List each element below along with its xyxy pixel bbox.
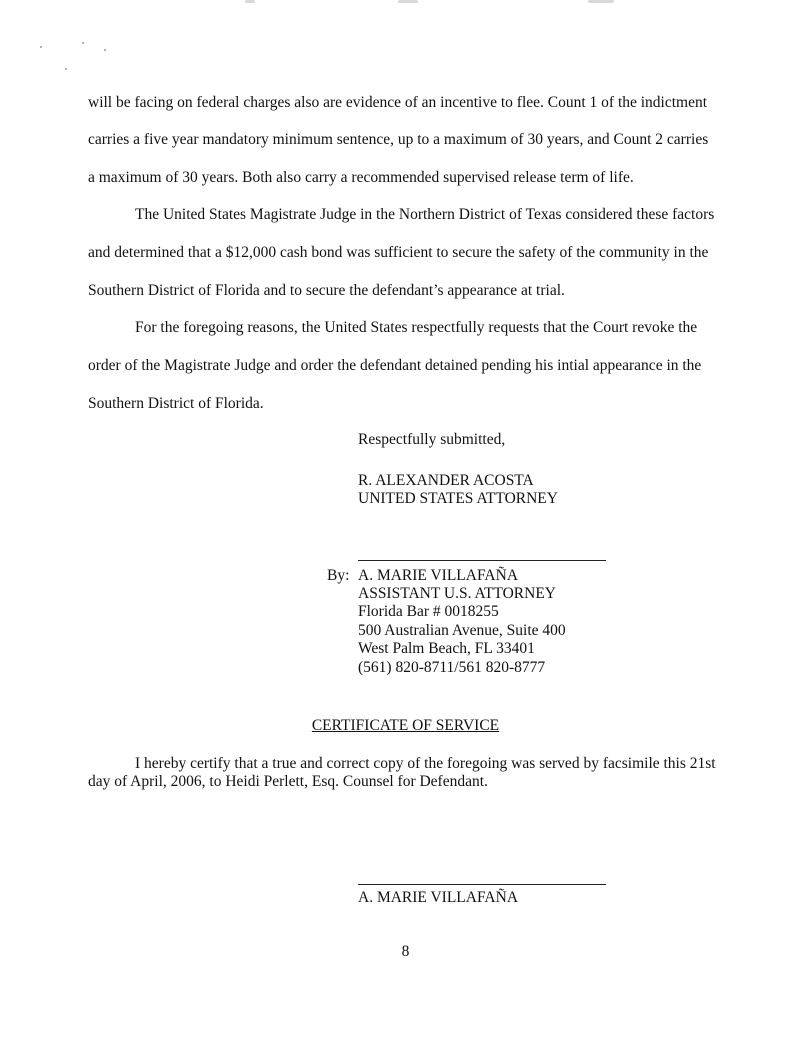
address-line: 500 Australian Avenue, Suite 400	[358, 622, 566, 639]
scan-artifact	[588, 0, 614, 3]
body-line: will be facing on federal charges also are evidence of an incentive to flee. Count 1 of the indictment	[88, 94, 708, 111]
certificate-heading: CERTIFICATE OF SERVICE	[311, 717, 500, 734]
signer-title: ASSISTANT U.S. ATTORNEY	[358, 585, 556, 602]
scan-artifact	[245, 0, 255, 3]
body-line: carries a five year mandatory minimum sentence, up to a maximum of 30 years, and Count 2 carries	[88, 131, 709, 148]
certificate-signer-name: A. MARIE VILLAFAÑA	[358, 889, 519, 906]
scan-artifact	[104, 49, 106, 51]
certificate-text: day of April, 2006, to Heidi Perlett, Esq. Counsel for Defendant.	[88, 773, 488, 790]
by-label: By:	[327, 567, 350, 584]
phone: (561) 820-8711/561 820-8777	[358, 659, 546, 676]
body-line: order of the Magistrate Judge and order the defendant detained pending his intial appearance in the	[88, 357, 702, 374]
body-line: For the foregoing reasons, the United States respectfully requests that the Court revoke the	[135, 319, 698, 336]
scan-artifact	[65, 68, 67, 70]
scan-artifact	[398, 0, 418, 3]
signer-name: A. MARIE VILLAFAÑA	[358, 567, 519, 584]
address-line: West Palm Beach, FL 33401	[358, 640, 535, 657]
attorney-name: R. ALEXANDER ACOSTA	[358, 472, 534, 489]
body-line: Southern District of Florida and to secure the defendant’s appearance at trial.	[88, 282, 565, 299]
body-line: a maximum of 30 years. Both also carry a recommended supervised release term of life.	[88, 169, 634, 186]
signature-line	[358, 884, 606, 885]
closing: Respectfully submitted,	[358, 431, 506, 448]
page-number: 8	[401, 943, 410, 960]
scan-artifact	[40, 46, 42, 48]
certificate-text: I hereby certify that a true and correct copy of the foregoing was served by facsimile this 21st	[135, 755, 716, 772]
body-line: The United States Magistrate Judge in the Northern District of Texas considered these factors	[135, 206, 715, 223]
attorney-title: UNITED STATES ATTORNEY	[358, 490, 558, 507]
body-line: and determined that a $12,000 cash bond was sufficient to secure the safety of the community in the	[88, 244, 709, 261]
signature-line	[358, 560, 606, 561]
body-line: Southern District of Florida.	[88, 395, 264, 412]
scan-artifact	[82, 42, 84, 44]
bar-number: Florida Bar # 0018255	[358, 603, 499, 620]
